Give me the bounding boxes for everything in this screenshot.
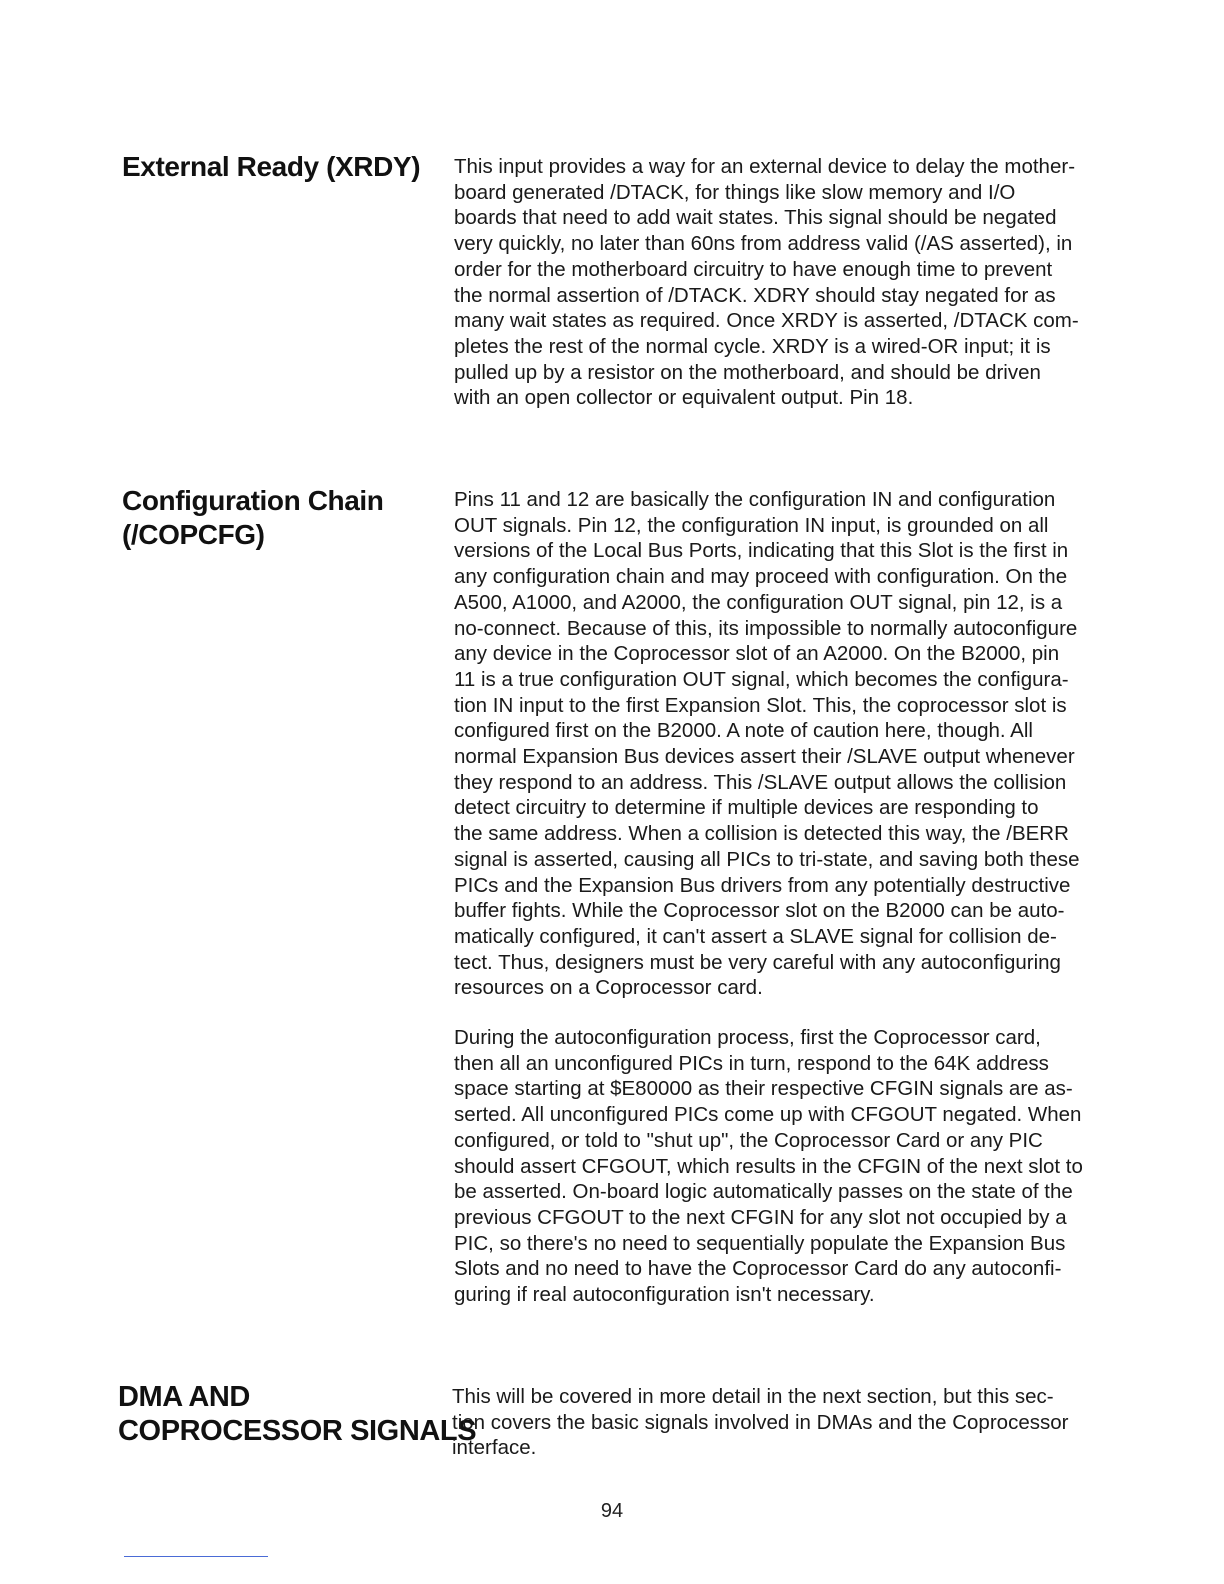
- page-number: 94: [600, 1500, 624, 1522]
- text-line: many wait states as required. Once XRDY is asserted, /DTACK com-: [454, 309, 1079, 333]
- heading-dma-coprocessor-signals: [118, 1380, 477, 1448]
- text-line: pulled up by a resistor on the motherboard, and should be driven: [454, 360, 1041, 384]
- text-line: During the autoconfiguration process, first the Coprocessor card,: [454, 1026, 1041, 1049]
- text-line: previous CFGOUT to the next CFGIN for any slot not occupied by a: [454, 1205, 1067, 1229]
- text-line: the normal assertion of /DTACK. XDRY should stay negated for as: [454, 283, 1056, 307]
- text-line: configured, or told to "shut up", the Coprocessor Card or any PIC: [454, 1128, 1043, 1152]
- text-line: tion covers the basic signals involved in DMAs and the Coprocessor: [452, 1410, 1069, 1434]
- paragraph-configuration-chain-1: [454, 487, 1104, 1001]
- text-line: very quickly, no later than 60ns from address valid (/AS asserted), in: [454, 232, 1073, 256]
- text-line: A500, A1000, and A2000, the configuration OUT signal, pin 12, is a: [454, 590, 1063, 614]
- text-line: buffer fights. While the Coprocessor slot on the B2000 can be auto-: [454, 899, 1065, 923]
- text-line: versions of the Local Bus Ports, indicating that this Slot is the first in: [454, 539, 1069, 563]
- text-line: signal is asserted, causing all PICs to tri-state, and saving both these: [454, 847, 1080, 871]
- text-line: guring if real autoconfiguration isn't necessary.: [454, 1283, 875, 1307]
- paragraph-external-ready: [454, 154, 1104, 411]
- text-line: with an open collector or equivalent output. Pin 18.: [454, 386, 914, 410]
- text-line: matically configured, it can't assert a SLAVE signal for collision de-: [454, 924, 1057, 948]
- paragraph-configuration-chain-2: [454, 1025, 1104, 1308]
- text-line: detect circuitry to determine if multiple devices are responding to: [454, 796, 1039, 820]
- text-line: resources on a Coprocessor card.: [454, 976, 763, 1000]
- text-line: pletes the rest of the normal cycle. XRDY is a wired-OR input; it is: [454, 334, 1051, 358]
- text-line: tect. Thus, designers must be very careful with any autoconfiguring: [454, 950, 1061, 974]
- text-line: any device in the Coprocessor slot of an A2000. On the B2000, pin: [454, 642, 1060, 666]
- heading-line: Configuration Chain: [122, 485, 384, 516]
- heading-line: COPROCESSOR SIGNALS: [118, 1415, 477, 1447]
- text-line: 11 is a true configuration OUT signal, which becomes the configura-: [454, 667, 1069, 691]
- text-line: no-connect. Because of this, its impossible to normally autoconfigure: [454, 616, 1078, 640]
- text-line: Slots and no need to have the Coprocessor Card do any autoconfi-: [454, 1257, 1062, 1281]
- text-line: configured first on the B2000. A note of caution here, though. All: [454, 719, 1033, 743]
- text-line: space starting at $E80000 as their respective CFGIN signals are as-: [454, 1077, 1073, 1101]
- text-line: be asserted. On-board logic automatically passes on the state of the: [454, 1180, 1073, 1204]
- heading-line: External Ready (XRDY): [122, 151, 421, 182]
- heading-line: (/COPCFG): [122, 519, 265, 550]
- text-line: normal Expansion Bus devices assert their /SLAVE output whenever: [454, 745, 1075, 769]
- heading-configuration-chain: [122, 484, 442, 552]
- heading-external-ready: [122, 150, 442, 184]
- text-line: any configuration chain and may proceed with configuration. On the: [454, 565, 1068, 589]
- footer-rule: [124, 1556, 268, 1557]
- text-line: tion IN input to the first Expansion Slot. This, the coprocessor slot is: [454, 693, 1067, 717]
- text-line: order for the motherboard circuitry to have enough time to prevent: [454, 257, 1053, 281]
- text-line: they respond to an address. This /SLAVE output allows the collision: [454, 770, 1067, 794]
- text-line: should assert CFGOUT, which results in the CFGIN of the next slot to: [454, 1154, 1083, 1178]
- text-line: interface.: [452, 1436, 537, 1460]
- text-line: the same address. When a collision is detected this way, the /BERR: [454, 822, 1069, 846]
- text-line: Pins 11 and 12 are basically the configuration IN and configuration: [454, 488, 1056, 511]
- text-line: PICs and the Expansion Bus drivers from any potentially destructive: [454, 873, 1071, 897]
- text-line: then all an unconfigured PICs in turn, respond to the 64K address: [454, 1051, 1049, 1075]
- text-line: PIC, so there's no need to sequentially populate the Expansion Bus: [454, 1231, 1066, 1255]
- text-line: boards that need to add wait states. This signal should be negated: [454, 206, 1057, 230]
- text-line: board generated /DTACK, for things like slow memory and I/O: [454, 180, 1016, 204]
- paragraph-dma-coprocessor: [452, 1384, 1102, 1461]
- text-line: serted. All unconfigured PICs come up with CFGOUT negated. When: [454, 1103, 1082, 1127]
- text-line: This input provides a way for an external device to delay the mother-: [454, 155, 1076, 178]
- heading-line: DMA AND: [118, 1381, 250, 1413]
- text-line: This will be covered in more detail in the next section, but this sec-: [452, 1385, 1054, 1408]
- text-line: OUT signals. Pin 12, the configuration IN input, is grounded on all: [454, 513, 1049, 537]
